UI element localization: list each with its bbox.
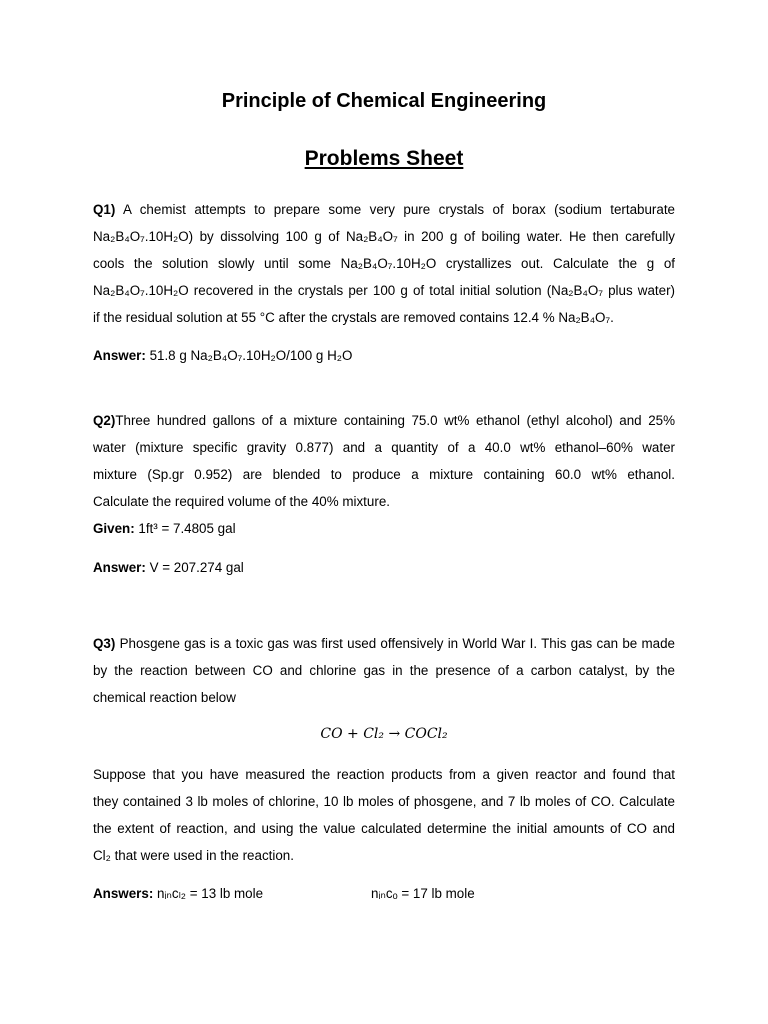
question-3-line-5: they contained 3 lb moles of chlorine, 10 lb moles of phosgene, and 7 lb moles of CO. Calculate xyxy=(93,794,675,809)
answer-3-value-2: nᵢₙcₒ = 17 lb mole xyxy=(371,886,475,901)
answer-2 xyxy=(93,554,675,581)
question-3-line-1: Phosgene gas is a toxic gas was first used offensively in World War I. This gas can be made xyxy=(115,636,675,651)
given-2-label: Given: xyxy=(93,521,135,536)
answer-1 xyxy=(93,342,675,369)
question-2-line-4: Calculate the required volume of the 40% mixture. xyxy=(93,494,390,509)
question-3-label: Q3) xyxy=(93,636,116,651)
given-2 xyxy=(93,515,675,542)
question-1 xyxy=(93,196,675,331)
question-3 xyxy=(93,630,675,711)
question-1-line-5: if the residual solution at 55 °C after the crystals are removed contains 12.4 % Na₂B₄O₇. xyxy=(93,310,614,325)
answer-3-label: Answers: xyxy=(93,886,154,901)
answer-3-value-1: nᵢₙcₗ₂ = 13 lb mole xyxy=(153,886,264,901)
answer-1-label: Answer: xyxy=(93,348,146,363)
page-title: Principle of Chemical Engineering xyxy=(221,90,547,112)
question-2 xyxy=(93,407,675,515)
question-2-line-3: mixture (Sp.gr 0.952) are blended to produce a mixture containing 60.0 wt% ethanol. xyxy=(93,467,675,482)
question-3-line-7: Cl₂ that were used in the reaction. xyxy=(93,848,294,863)
question-3-line-6: the extent of reaction, and using the value calculated determine the initial amounts of CO and xyxy=(93,821,675,836)
question-3-continued xyxy=(93,761,675,869)
question-3-line-4: Suppose that you have measured the reaction products from a given reactor and found that xyxy=(93,767,675,782)
question-2-label: Q2) xyxy=(93,413,116,428)
question-1-line-3: cools the solution slowly until some Na₂B₄O₇.10H₂O crystallizes out. Calculate the g of xyxy=(93,256,675,271)
answer-2-label: Answer: xyxy=(93,560,146,575)
answer-1-value: 51.8 g Na₂B₄O₇.10H₂O/100 g H₂O xyxy=(145,348,353,363)
question-3-line-2: by the reaction between CO and chlorine gas in the presence of a carbon catalyst, by the xyxy=(93,663,675,678)
answer-2-value: V = 207.274 gal xyxy=(145,560,244,575)
page-subtitle: Problems Sheet xyxy=(304,147,464,170)
question-1-label: Q1) xyxy=(93,202,116,217)
question-3-line-3: chemical reaction below xyxy=(93,690,236,705)
question-1-line-2: Na₂B₄O₇.10H₂O) by dissolving 100 g of Na₂B₄O₇ in 200 g of boiling water. He then carefully xyxy=(93,229,675,244)
given-2-value: 1ft³ = 7.4805 gal xyxy=(134,521,236,536)
question-2-line-2: water (mixture specific gravity 0.877) and a quantity of a 40.0 wt% ethanol–60% water xyxy=(93,440,675,455)
chemical-equation: CO + Cl₂ → COCl₂ xyxy=(320,726,448,742)
question-1-line-1: A chemist attempts to prepare some very pure crystals of borax (sodium tertaburate xyxy=(115,202,675,217)
question-1-line-4: Na₂B₄O₇.10H₂O recovered in the crystals per 100 g of total initial solution (Na₂B₄O₇ plus water) xyxy=(93,283,675,298)
question-2-line-1: Three hundred gallons of a mixture containing 75.0 wt% ethanol (ethyl alcohol) and 25% xyxy=(115,413,675,428)
